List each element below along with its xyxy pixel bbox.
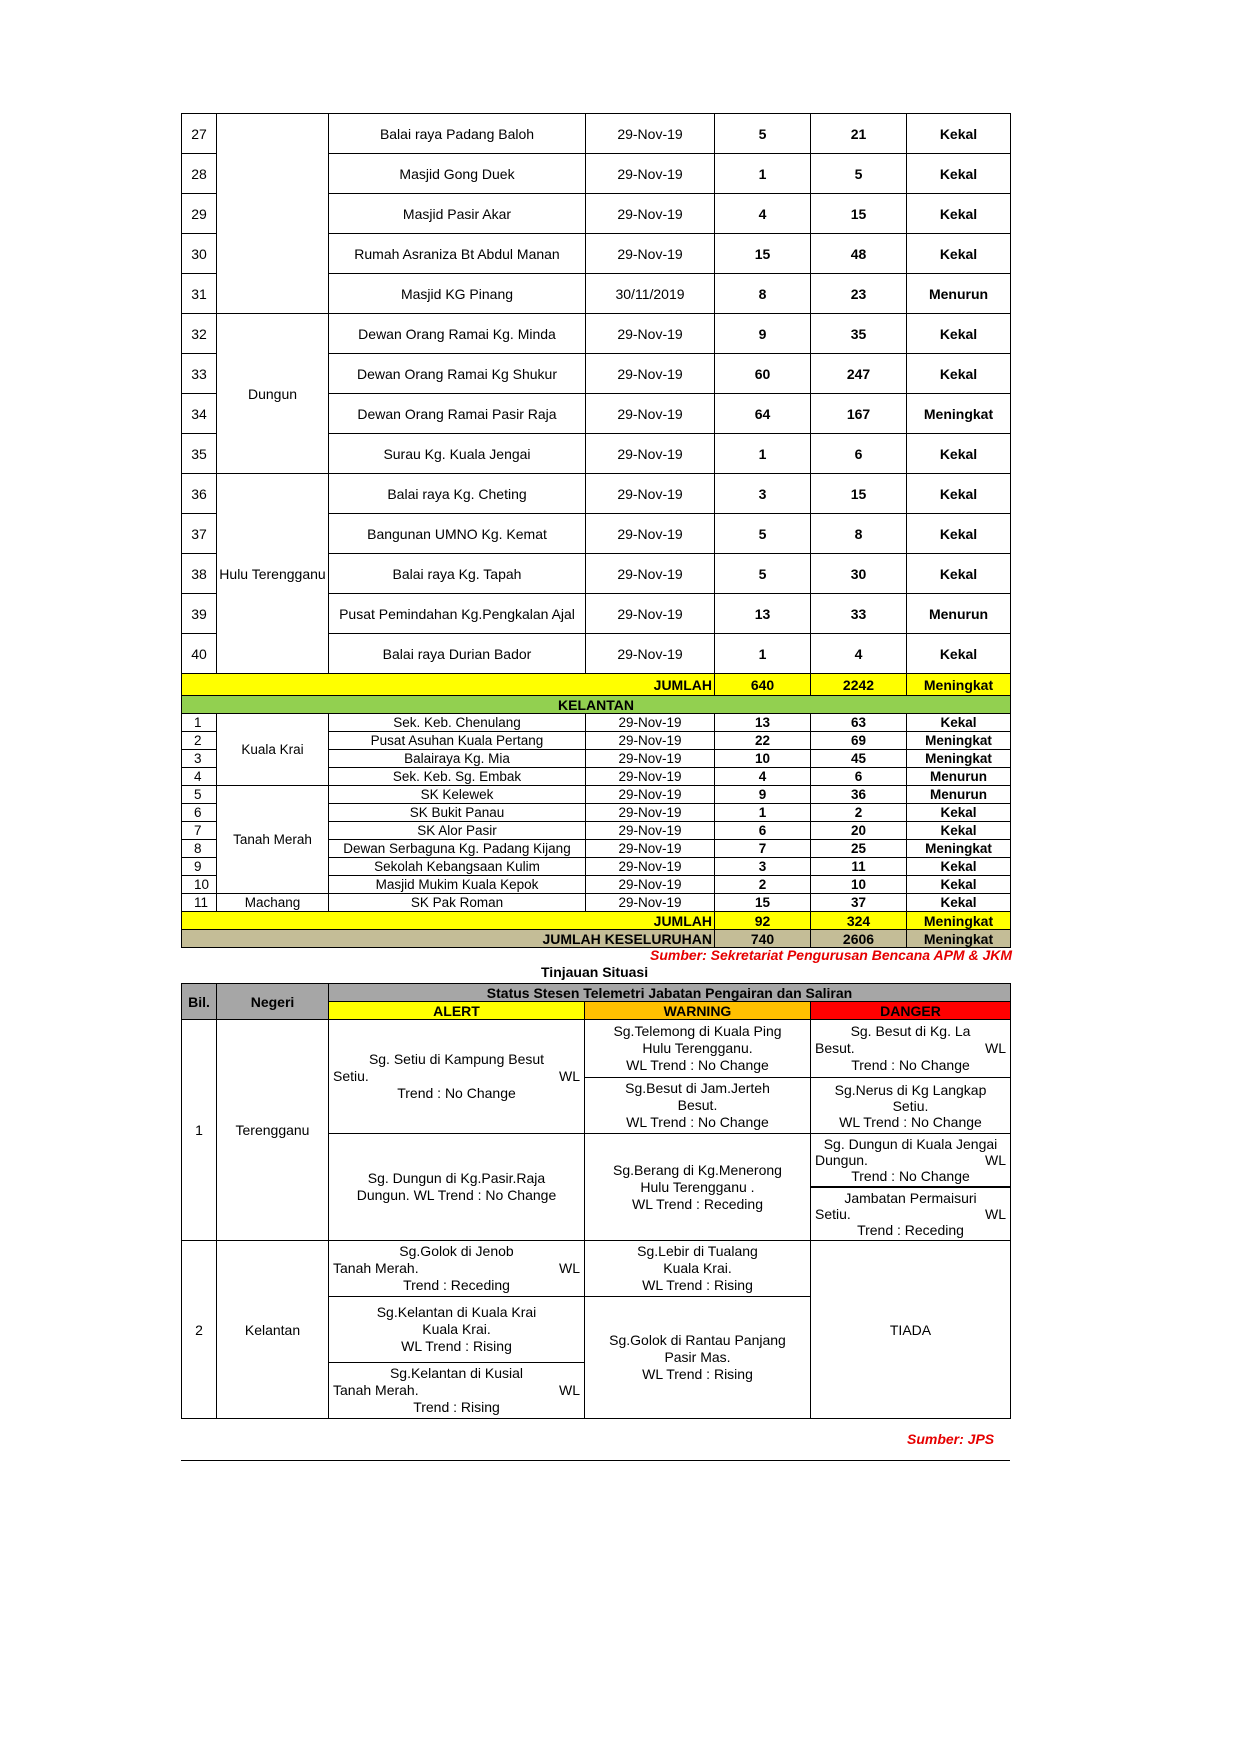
cell-no: 4 bbox=[182, 768, 217, 786]
cell-place: Masjid Gong Duek bbox=[329, 154, 586, 194]
cell-keluarga: 13 bbox=[715, 714, 811, 732]
cell-no: 3 bbox=[182, 750, 217, 768]
cell-date: 29-Nov-19 bbox=[586, 234, 715, 274]
district-tanah-merah: Tanah Merah bbox=[217, 786, 329, 894]
cell-mangsa: 21 bbox=[811, 114, 907, 154]
cell-no: 9 bbox=[182, 858, 217, 876]
cell-status: Menurun bbox=[907, 274, 1011, 314]
cell-status: Meningkat bbox=[907, 840, 1011, 858]
cell-no: 35 bbox=[182, 434, 217, 474]
cell-date: 29-Nov-19 bbox=[586, 786, 715, 804]
cell-status: Kekal bbox=[907, 354, 1011, 394]
total-mangsa: 324 bbox=[811, 912, 907, 930]
cell-no: 40 bbox=[182, 634, 217, 674]
warning-header: WARNING bbox=[585, 1002, 811, 1020]
cell-keluarga: 5 bbox=[715, 554, 811, 594]
k-warn-rantau-panjang: Sg.Golok di Rantau Panjang Pasir Mas. WL Trend : Rising bbox=[585, 1297, 811, 1419]
cell-date: 30/11/2019 bbox=[586, 274, 715, 314]
cell-no: 29 bbox=[182, 194, 217, 234]
table-row bbox=[182, 114, 1011, 154]
row2-negeri: Kelantan bbox=[217, 1241, 329, 1419]
total-keluarga: 740 bbox=[715, 930, 811, 948]
t-warn-jerteh: Sg.Besut di Jam.Jerteh Besut. WL Trend : No Change bbox=[585, 1078, 811, 1134]
cell-status: Kekal bbox=[907, 876, 1011, 894]
cell-place: Pusat Pemindahan Kg.Pengkalan Ajal bbox=[329, 594, 586, 634]
cell-keluarga: 1 bbox=[715, 154, 811, 194]
cell-mangsa: 247 bbox=[811, 354, 907, 394]
total-status: Meningkat bbox=[907, 674, 1011, 696]
cell-place: SK Kelewek bbox=[329, 786, 586, 804]
cell-keluarga: 22 bbox=[715, 732, 811, 750]
cell-mangsa: 25 bbox=[811, 840, 907, 858]
total-label: JUMLAH bbox=[182, 674, 715, 696]
district-dungun: Dungun bbox=[217, 314, 329, 474]
cell-no: 28 bbox=[182, 154, 217, 194]
cell-date: 29-Nov-19 bbox=[586, 394, 715, 434]
cell-keluarga: 6 bbox=[715, 822, 811, 840]
t-alert-setiu: Sg. Setiu di Kampung Besut Setiu. WL Trend : No Change bbox=[329, 1020, 585, 1134]
t-warn-berang: Sg.Berang di Kg.Menerong Hulu Terengganu . WL Trend : Receding bbox=[585, 1134, 811, 1241]
cell-status: Menurun bbox=[907, 768, 1011, 786]
cell-date: 29-Nov-19 bbox=[586, 768, 715, 786]
cell-status: Kekal bbox=[907, 154, 1011, 194]
cell-place: Balairaya Kg. Mia bbox=[329, 750, 586, 768]
terengganu-total-row bbox=[182, 674, 1011, 696]
cell-no: 33 bbox=[182, 354, 217, 394]
cell-no: 6 bbox=[182, 804, 217, 822]
grand-total-row bbox=[182, 930, 1011, 948]
district-blank bbox=[217, 114, 329, 314]
cell-no: 27 bbox=[182, 114, 217, 154]
cell-mangsa: 15 bbox=[811, 194, 907, 234]
cell-status: Kekal bbox=[907, 314, 1011, 354]
cell-no: 31 bbox=[182, 274, 217, 314]
district-hulu-terengganu: Hulu Terengganu bbox=[217, 474, 329, 674]
cell-date: 29-Nov-19 bbox=[586, 714, 715, 732]
cell-place: Bangunan UMNO Kg. Kemat bbox=[329, 514, 586, 554]
cell-status: Kekal bbox=[907, 434, 1011, 474]
source-note-apm-jkm: Sumber: Sekretariat Pengurusan Bencana APM & JKM bbox=[650, 947, 1013, 963]
row1-negeri: Terengganu bbox=[217, 1020, 329, 1241]
cell-mangsa: 35 bbox=[811, 314, 907, 354]
kelantan-header-row bbox=[182, 696, 1011, 714]
total-status: Meningkat bbox=[907, 930, 1011, 948]
cell-place: Masjid KG Pinang bbox=[329, 274, 586, 314]
cell-place: Masjid Pasir Akar bbox=[329, 194, 586, 234]
cell-mangsa: 6 bbox=[811, 768, 907, 786]
cell-mangsa: 15 bbox=[811, 474, 907, 514]
k-danger: TIADA bbox=[811, 1241, 1011, 1419]
cell-mangsa: 63 bbox=[811, 714, 907, 732]
total-keluarga: 640 bbox=[715, 674, 811, 696]
evacuation-centre-table bbox=[181, 113, 1011, 948]
cell-date: 29-Nov-19 bbox=[586, 474, 715, 514]
table-row bbox=[182, 314, 1011, 354]
cell-status: Kekal bbox=[907, 804, 1011, 822]
t-danger-permaisuri: Jambatan Permaisuri Setiu. WL Trend : Receding bbox=[811, 1188, 1011, 1241]
cell-mangsa: 20 bbox=[811, 822, 907, 840]
danger-header: DANGER bbox=[811, 1002, 1011, 1020]
cell-place: SK Bukit Panau bbox=[329, 804, 586, 822]
cell-mangsa: 36 bbox=[811, 786, 907, 804]
t-alert-dungun: Sg. Dungun di Kg.Pasir.Raja Dungun. WL Trend : No Change bbox=[329, 1134, 585, 1241]
cell-no: 11 bbox=[182, 894, 217, 912]
source-note-jps: Sumber: JPS bbox=[907, 1431, 995, 1447]
table-row bbox=[182, 474, 1011, 514]
cell-mangsa: 6 bbox=[811, 434, 907, 474]
cell-status: Kekal bbox=[907, 554, 1011, 594]
cell-status: Kekal bbox=[907, 634, 1011, 674]
cell-keluarga: 5 bbox=[715, 514, 811, 554]
cell-status: Menurun bbox=[907, 594, 1011, 634]
cell-place: SK Pak Roman bbox=[329, 894, 586, 912]
cell-keluarga: 8 bbox=[715, 274, 811, 314]
cell-keluarga: 5 bbox=[715, 114, 811, 154]
total-status: Meningkat bbox=[907, 912, 1011, 930]
cell-keluarga: 1 bbox=[715, 434, 811, 474]
total-mangsa: 2242 bbox=[811, 674, 907, 696]
cell-keluarga: 4 bbox=[715, 768, 811, 786]
cell-mangsa: 45 bbox=[811, 750, 907, 768]
cell-keluarga: 15 bbox=[715, 894, 811, 912]
cell-keluarga: 9 bbox=[715, 786, 811, 804]
cell-keluarga: 3 bbox=[715, 858, 811, 876]
cell-keluarga: 1 bbox=[715, 634, 811, 674]
cell-no: 8 bbox=[182, 840, 217, 858]
cell-keluarga: 10 bbox=[715, 750, 811, 768]
k-alert-jenob: Sg.Golok di Jenob Tanah Merah. WL Trend : Receding bbox=[329, 1241, 585, 1297]
district-kuala-krai: Kuala Krai bbox=[217, 714, 329, 786]
cell-status: Kekal bbox=[907, 858, 1011, 876]
cell-mangsa: 30 bbox=[811, 554, 907, 594]
cell-date: 29-Nov-19 bbox=[586, 594, 715, 634]
cell-keluarga: 64 bbox=[715, 394, 811, 434]
status-header: Status Stesen Telemetri Jabatan Pengairan dan Saliran bbox=[329, 984, 1011, 1002]
cell-mangsa: 23 bbox=[811, 274, 907, 314]
cell-date: 29-Nov-19 bbox=[586, 894, 715, 912]
cell-date: 29-Nov-19 bbox=[586, 314, 715, 354]
cell-no: 10 bbox=[182, 876, 217, 894]
cell-keluarga: 1 bbox=[715, 804, 811, 822]
cell-mangsa: 2 bbox=[811, 804, 907, 822]
cell-mangsa: 33 bbox=[811, 594, 907, 634]
cell-status: Kekal bbox=[907, 822, 1011, 840]
cell-place: Balai raya Durian Bador bbox=[329, 634, 586, 674]
table-row bbox=[182, 714, 1011, 732]
total-keluarga: 92 bbox=[715, 912, 811, 930]
cell-keluarga: 3 bbox=[715, 474, 811, 514]
cell-date: 29-Nov-19 bbox=[586, 822, 715, 840]
cell-no: 37 bbox=[182, 514, 217, 554]
col-bil-header: Bil. bbox=[182, 984, 217, 1020]
cell-mangsa: 167 bbox=[811, 394, 907, 434]
cell-mangsa: 11 bbox=[811, 858, 907, 876]
cell-status: Kekal bbox=[907, 194, 1011, 234]
alert-header: ALERT bbox=[329, 1002, 585, 1020]
cell-no: 36 bbox=[182, 474, 217, 514]
telemetry-status-table bbox=[181, 983, 1011, 1419]
cell-date: 29-Nov-19 bbox=[586, 804, 715, 822]
cell-mangsa: 4 bbox=[811, 634, 907, 674]
t-danger-dungun: Sg. Dungun di Kuala Jengai Dungun. WL Trend : No Change bbox=[811, 1134, 1011, 1187]
cell-date: 29-Nov-19 bbox=[586, 750, 715, 768]
cell-date: 29-Nov-19 bbox=[586, 434, 715, 474]
row1-bil: 1 bbox=[182, 1020, 217, 1241]
cell-status: Kekal bbox=[907, 114, 1011, 154]
cell-no: 5 bbox=[182, 786, 217, 804]
bottom-rule bbox=[181, 1460, 1010, 1461]
cell-place: Balai raya Kg. Cheting bbox=[329, 474, 586, 514]
cell-status: Kekal bbox=[907, 714, 1011, 732]
t-warn-telemong: Sg.Telemong di Kuala Ping Hulu Terengganu. WL Trend : No Change bbox=[585, 1020, 811, 1078]
cell-keluarga: 2 bbox=[715, 876, 811, 894]
cell-status: Meningkat bbox=[907, 394, 1011, 434]
kelantan-header: KELANTAN bbox=[182, 696, 1011, 714]
t-danger-nerus: Sg.Nerus di Kg Langkap Setiu. WL Trend : No Change bbox=[811, 1078, 1011, 1134]
row2-bil: 2 bbox=[182, 1241, 217, 1419]
t-danger-besut: Sg. Besut di Kg. La Besut. WL Trend : No Change bbox=[811, 1020, 1011, 1078]
cell-no: 38 bbox=[182, 554, 217, 594]
cell-no: 1 bbox=[182, 714, 217, 732]
cell-mangsa: 69 bbox=[811, 732, 907, 750]
cell-date: 29-Nov-19 bbox=[586, 194, 715, 234]
cell-place: Surau Kg. Kuala Jengai bbox=[329, 434, 586, 474]
cell-date: 29-Nov-19 bbox=[586, 858, 715, 876]
cell-mangsa: 48 bbox=[811, 234, 907, 274]
cell-status: Meningkat bbox=[907, 732, 1011, 750]
cell-keluarga: 7 bbox=[715, 840, 811, 858]
cell-status: Menurun bbox=[907, 786, 1011, 804]
cell-no: 39 bbox=[182, 594, 217, 634]
cell-no: 2 bbox=[182, 732, 217, 750]
cell-status: Kekal bbox=[907, 894, 1011, 912]
cell-mangsa: 10 bbox=[811, 876, 907, 894]
cell-date: 29-Nov-19 bbox=[586, 840, 715, 858]
total-label: JUMLAH KESELURUHAN bbox=[182, 930, 715, 948]
cell-no: 32 bbox=[182, 314, 217, 354]
col-negeri-header: Negeri bbox=[217, 984, 329, 1020]
cell-date: 29-Nov-19 bbox=[586, 114, 715, 154]
cell-status: Kekal bbox=[907, 234, 1011, 274]
cell-place: Sek. Keb. Chenulang bbox=[329, 714, 586, 732]
table-row bbox=[182, 786, 1011, 804]
cell-keluarga: 4 bbox=[715, 194, 811, 234]
kelantan-total-row bbox=[182, 912, 1011, 930]
cell-place: SK Alor Pasir bbox=[329, 822, 586, 840]
k-alert-kuala-krai: Sg.Kelantan di Kuala Krai Kuala Krai. WL Trend : Rising bbox=[329, 1297, 585, 1363]
cell-place: Pusat Asuhan Kuala Pertang bbox=[329, 732, 586, 750]
cell-place: Rumah Asraniza Bt Abdul Manan bbox=[329, 234, 586, 274]
cell-status: Kekal bbox=[907, 514, 1011, 554]
table-row bbox=[182, 894, 1011, 912]
cell-mangsa: 5 bbox=[811, 154, 907, 194]
cell-date: 29-Nov-19 bbox=[586, 514, 715, 554]
cell-no: 7 bbox=[182, 822, 217, 840]
cell-status: Kekal bbox=[907, 474, 1011, 514]
cell-date: 29-Nov-19 bbox=[586, 554, 715, 594]
cell-no: 30 bbox=[182, 234, 217, 274]
tinjauan-situasi-title: Tinjauan Situasi bbox=[541, 964, 649, 980]
cell-date: 29-Nov-19 bbox=[586, 732, 715, 750]
cell-place: Dewan Serbaguna Kg. Padang Kijang bbox=[329, 840, 586, 858]
cell-place: Dewan Orang Ramai Kg Shukur bbox=[329, 354, 586, 394]
k-alert-kusial: Sg.Kelantan di Kusial Tanah Merah. WL Trend : Rising bbox=[329, 1363, 585, 1419]
cell-mangsa: 8 bbox=[811, 514, 907, 554]
cell-date: 29-Nov-19 bbox=[586, 876, 715, 894]
cell-place: Balai raya Kg. Tapah bbox=[329, 554, 586, 594]
cell-place: Dewan Orang Ramai Kg. Minda bbox=[329, 314, 586, 354]
cell-place: Balai raya Padang Baloh bbox=[329, 114, 586, 154]
cell-date: 29-Nov-19 bbox=[586, 154, 715, 194]
cell-date: 29-Nov-19 bbox=[586, 354, 715, 394]
cell-place: Masjid Mukim Kuala Kepok bbox=[329, 876, 586, 894]
cell-status: Meningkat bbox=[907, 750, 1011, 768]
cell-keluarga: 15 bbox=[715, 234, 811, 274]
cell-no: 34 bbox=[182, 394, 217, 434]
cell-keluarga: 13 bbox=[715, 594, 811, 634]
k-warn-lebir: Sg.Lebir di Tualang Kuala Krai. WL Trend : Rising bbox=[585, 1241, 811, 1297]
cell-date: 29-Nov-19 bbox=[586, 634, 715, 674]
cell-place: Sekolah Kebangsaan Kulim bbox=[329, 858, 586, 876]
cell-mangsa: 37 bbox=[811, 894, 907, 912]
cell-keluarga: 60 bbox=[715, 354, 811, 394]
total-label: JUMLAH bbox=[182, 912, 715, 930]
cell-keluarga: 9 bbox=[715, 314, 811, 354]
total-mangsa: 2606 bbox=[811, 930, 907, 948]
cell-place: Dewan Orang Ramai Pasir Raja bbox=[329, 394, 586, 434]
cell-place: Sek. Keb. Sg. Embak bbox=[329, 768, 586, 786]
district-machang: Machang bbox=[217, 894, 329, 912]
